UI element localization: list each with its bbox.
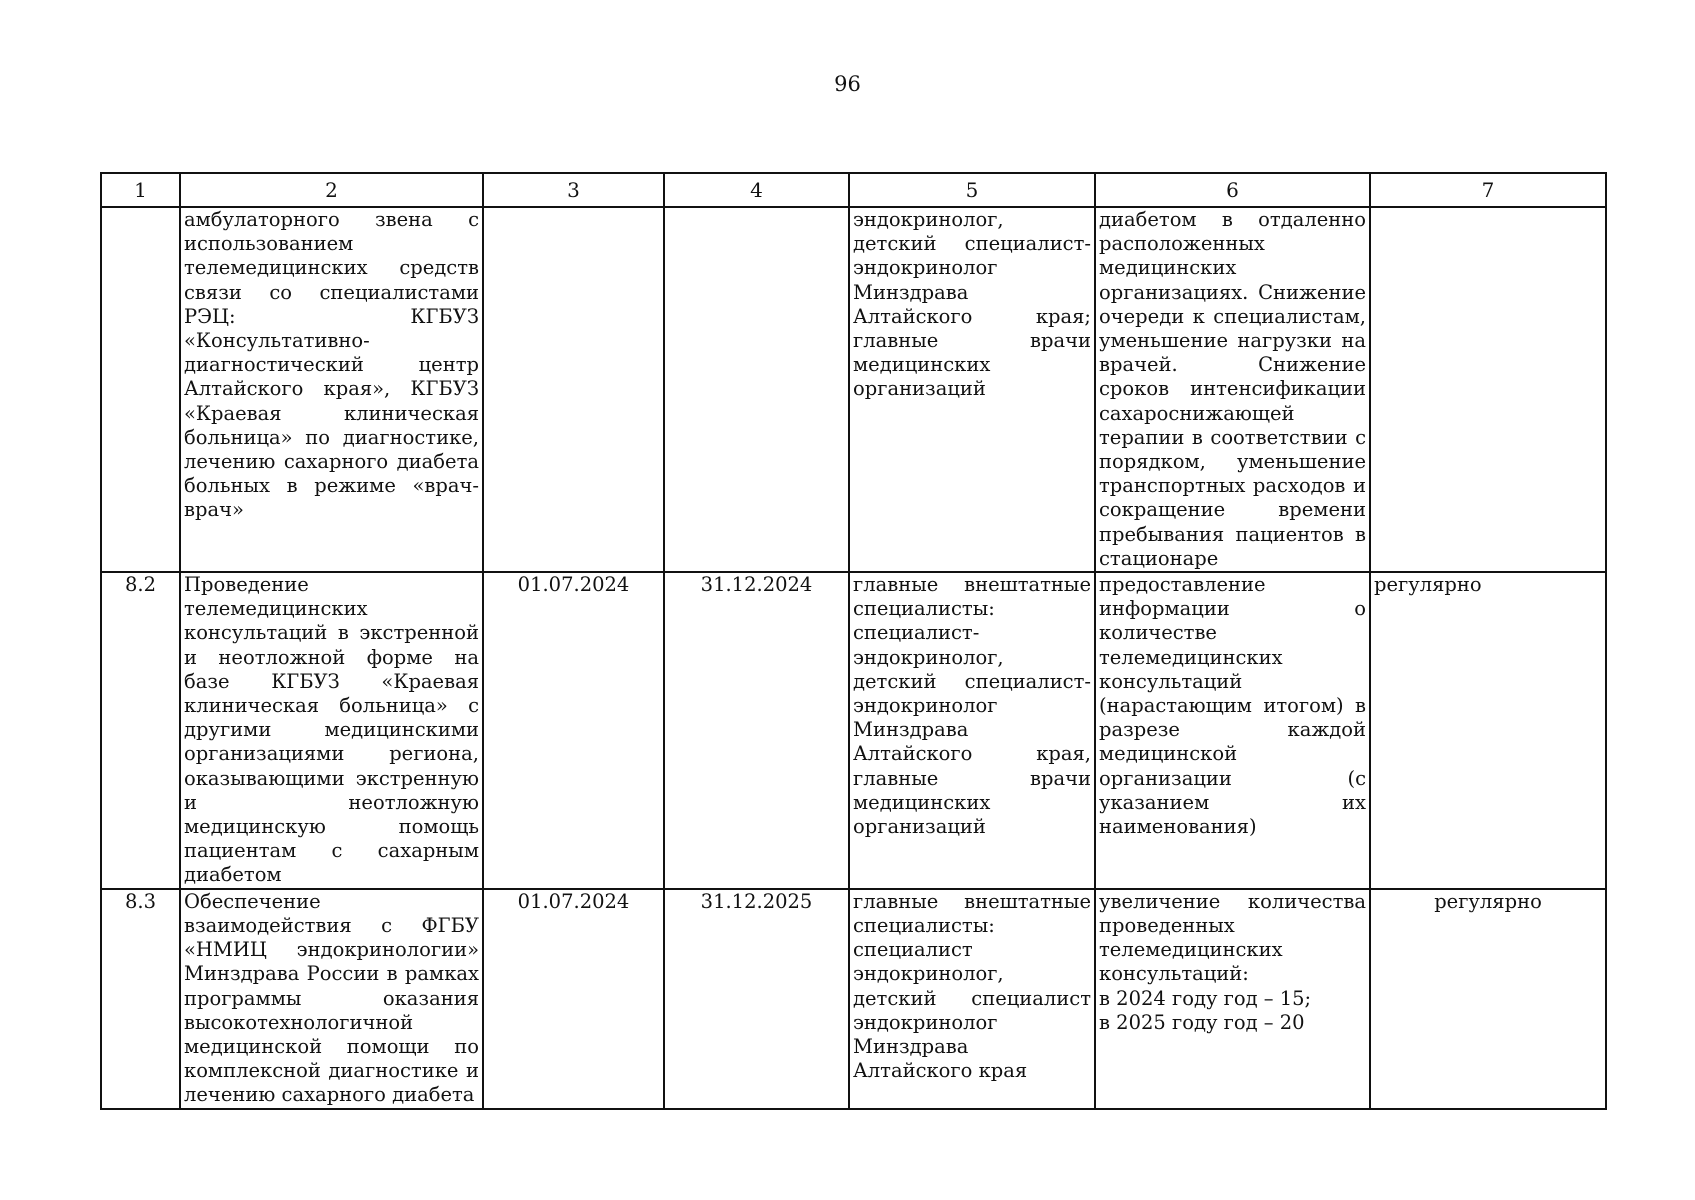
- responsible-cell: главные внештатные специалисты: специалист-эндокринолог, детский специалист-эндокринолог Минздрава Алтайского края, главные врачи медицинских организаций: [849, 572, 1095, 889]
- table-row: [101, 207, 1606, 572]
- result-cell: диабетом в отдаленно расположенных медицинских организациях. Снижение очереди к специалистам, уменьшение нагрузки на врачей. Снижение сроков интенсификации сахароснижающей терапии в соответствии с порядком, уменьшение транспортных расходов и сокращение времени пребывания пациентов в стационаре: [1095, 207, 1370, 572]
- header-col-4: 4: [664, 173, 849, 207]
- measure-cell: Обеспечение взаимодействия с ФГБУ «НМИЦ эндокринологии» Минздрава России в рамках программы оказания высокотехнологичной медицинской помощи по комплексной диагностике и лечению сахарного диабета: [180, 889, 483, 1109]
- result-cell: предоставление информации о количестве телемедицинских консультаций (нарастающим итогом) в разрезе каждой медицинской организации (с указанием их наименования): [1095, 572, 1370, 889]
- row-number: 8.3: [101, 889, 180, 1109]
- end-date-cell: [664, 207, 849, 572]
- measure-cell: Проведение телемедицинских консультаций в экстренной и неотложной форме на базе КГБУЗ «Краевая клиническая больница» с другими медицинскими организациями региона, оказывающими экстренную и неотложную медицинскую помощь пациентам с сахарным диабетом: [180, 572, 483, 889]
- frequency-cell: [1370, 207, 1606, 572]
- header-col-1: 1: [101, 173, 180, 207]
- header-col-2: 2: [180, 173, 483, 207]
- responsible-cell: эндокринолог, детский специалист-эндокринолог Минздрава Алтайского края; главные врачи медицинских организаций: [849, 207, 1095, 572]
- row-number: [101, 207, 180, 572]
- result-line: в 2025 году год – 20: [1099, 1010, 1305, 1034]
- end-date-cell: 31.12.2025: [664, 889, 849, 1109]
- row-number: 8.2: [101, 572, 180, 889]
- result-line: увеличение количества проведенных телемедицинских консультаций:: [1099, 889, 1366, 986]
- start-date-cell: [483, 207, 664, 572]
- frequency-cell: регулярно: [1370, 889, 1606, 1109]
- header-col-5: 5: [849, 173, 1095, 207]
- frequency-cell: регулярно: [1370, 572, 1606, 889]
- start-date-cell: 01.07.2024: [483, 572, 664, 889]
- end-date-cell: 31.12.2024: [664, 572, 849, 889]
- plan-table: [100, 172, 1607, 1110]
- header-col-6: 6: [1095, 173, 1370, 207]
- table-row: [101, 889, 1606, 1109]
- header-col-7: 7: [1370, 173, 1606, 207]
- page-number: 96: [834, 72, 861, 96]
- result-line: в 2024 году год – 15;: [1099, 986, 1312, 1010]
- header-col-3: 3: [483, 173, 664, 207]
- table-row: [101, 572, 1606, 889]
- measure-cell: амбулаторного звена с использованием телемедицинских средств связи со специалистами РЭЦ: КГБУЗ «Консультативно-диагностический центр Алтайского края», КГБУЗ «Краевая клиническая больница» по диагностике, лечению сахарного диабета больных в режиме «врач-врач»: [180, 207, 483, 572]
- header-row: [101, 173, 1606, 207]
- start-date-cell: 01.07.2024: [483, 889, 664, 1109]
- result-cell: [1095, 889, 1370, 1109]
- responsible-cell: главные внештатные специалисты: специалист эндокринолог, детский специалист эндокринолог Минздрава Алтайского края: [849, 889, 1095, 1109]
